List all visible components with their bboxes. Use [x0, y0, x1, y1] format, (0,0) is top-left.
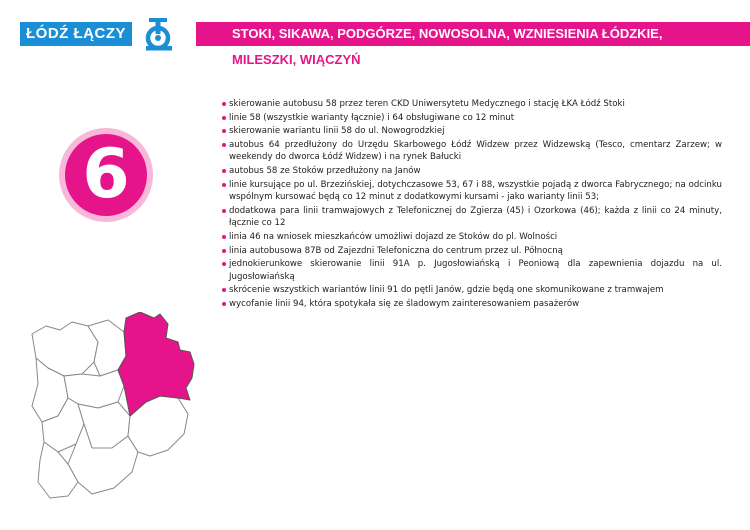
changes-list — [222, 98, 722, 311]
list-item — [222, 125, 722, 138]
bullet-dot-icon — [222, 143, 226, 147]
list-item-text: skrócenie wszystkich wariantów linii 91 do pętli Janów, gdzie będą one skomunikowane z tramwajem — [229, 285, 664, 296]
bullet-dot-icon — [222, 288, 226, 292]
page-title-line-2: MILESZKI, WIĄCZYŃ — [232, 52, 361, 67]
bullet-dot-icon — [222, 116, 226, 120]
list-item-text: dodatkowa para linii tramwajowych z Telefonicznej do Zgierza (45) i Ozorkowa (46); każda z linii co 24 minuty, łącznie co 12 — [229, 205, 722, 229]
list-item — [222, 205, 722, 230]
bullet-dot-icon — [222, 169, 226, 173]
list-item — [222, 245, 722, 258]
bullet-dot-icon — [222, 183, 226, 187]
list-item-text: autobus 58 ze Stoków przedłużony na Janów — [229, 165, 421, 176]
list-item — [222, 258, 722, 283]
bullet-dot-icon — [222, 209, 226, 213]
logo-cog-icon — [138, 16, 178, 56]
list-item — [222, 165, 722, 178]
bullet-dot-icon — [222, 249, 226, 253]
bullet-dot-icon — [222, 129, 226, 133]
logo — [20, 16, 180, 56]
list-item-text: skierowanie autobusu 58 przez teren CKD Uniwersytetu Medycznego i stację ŁKA Łódź Stoki — [229, 99, 625, 109]
list-item — [222, 98, 722, 111]
list-item — [222, 179, 722, 204]
list-item-text: jednokierunkowe skierowanie linii 91A p. Jugosłowiańską i Peoniową dla zapewnienia dojazdu na ul. Jugosłowiańską — [229, 259, 722, 282]
list-item-text: skierowanie wariantu linii 58 do ul. Nowogrodzkiej — [229, 126, 445, 137]
bullet-dot-icon — [222, 302, 226, 306]
list-item-text: linie 58 (wszystkie warianty łącznie) i 64 obsługiwane co 12 minut — [229, 112, 515, 123]
bullet-dot-icon — [222, 235, 226, 239]
list-item — [222, 112, 722, 125]
list-item-text: autobus 64 przedłużony do Urzędu Skarbowego Łódź Widzew przez Widzewską (Tesco, cmentarz Zarzew; w weekendy do dworca Łódź Widzew) i na rynek Bałucki — [229, 139, 722, 163]
district-map — [28, 312, 204, 504]
list-item-text: linia 46 na wniosek mieszkańców umożliwi dojazd ze Stoków do pl. Wolności — [229, 231, 558, 242]
list-item — [222, 231, 722, 244]
list-item — [222, 139, 722, 164]
list-item — [222, 298, 722, 311]
list-item-text: linia autobusowa 87B od Zajezdni Telefoniczna do centrum przez ul. Północną — [229, 245, 563, 256]
zone-number: 6 — [82, 135, 130, 214]
list-item-text: linie kursujące po ul. Brzezińskiej, dotychczasowe 53, 67 i 88, wszystkie pojadą z dworca Fabrycznego; na odcinku wspólnym kursować będą co 12 minut z dodatkowymi kursami - jako warianty linii 53; — [229, 179, 722, 203]
logo-text: ŁÓDŹ ŁĄCZY — [20, 22, 132, 46]
list-item-text: wycofanie linii 94, która spotykała się ze śladowym zainteresowaniem pasażerów — [229, 298, 580, 309]
bullet-dot-icon — [222, 262, 226, 266]
list-item — [222, 284, 722, 297]
page-title-line-1: STOKI, SIKAWA, PODGÓRZE, NOWOSOLNA, WZNIESIENIA ŁÓDZKIE, — [232, 26, 663, 41]
zone-number-badge — [58, 127, 154, 223]
bullet-dot-icon — [222, 102, 226, 106]
